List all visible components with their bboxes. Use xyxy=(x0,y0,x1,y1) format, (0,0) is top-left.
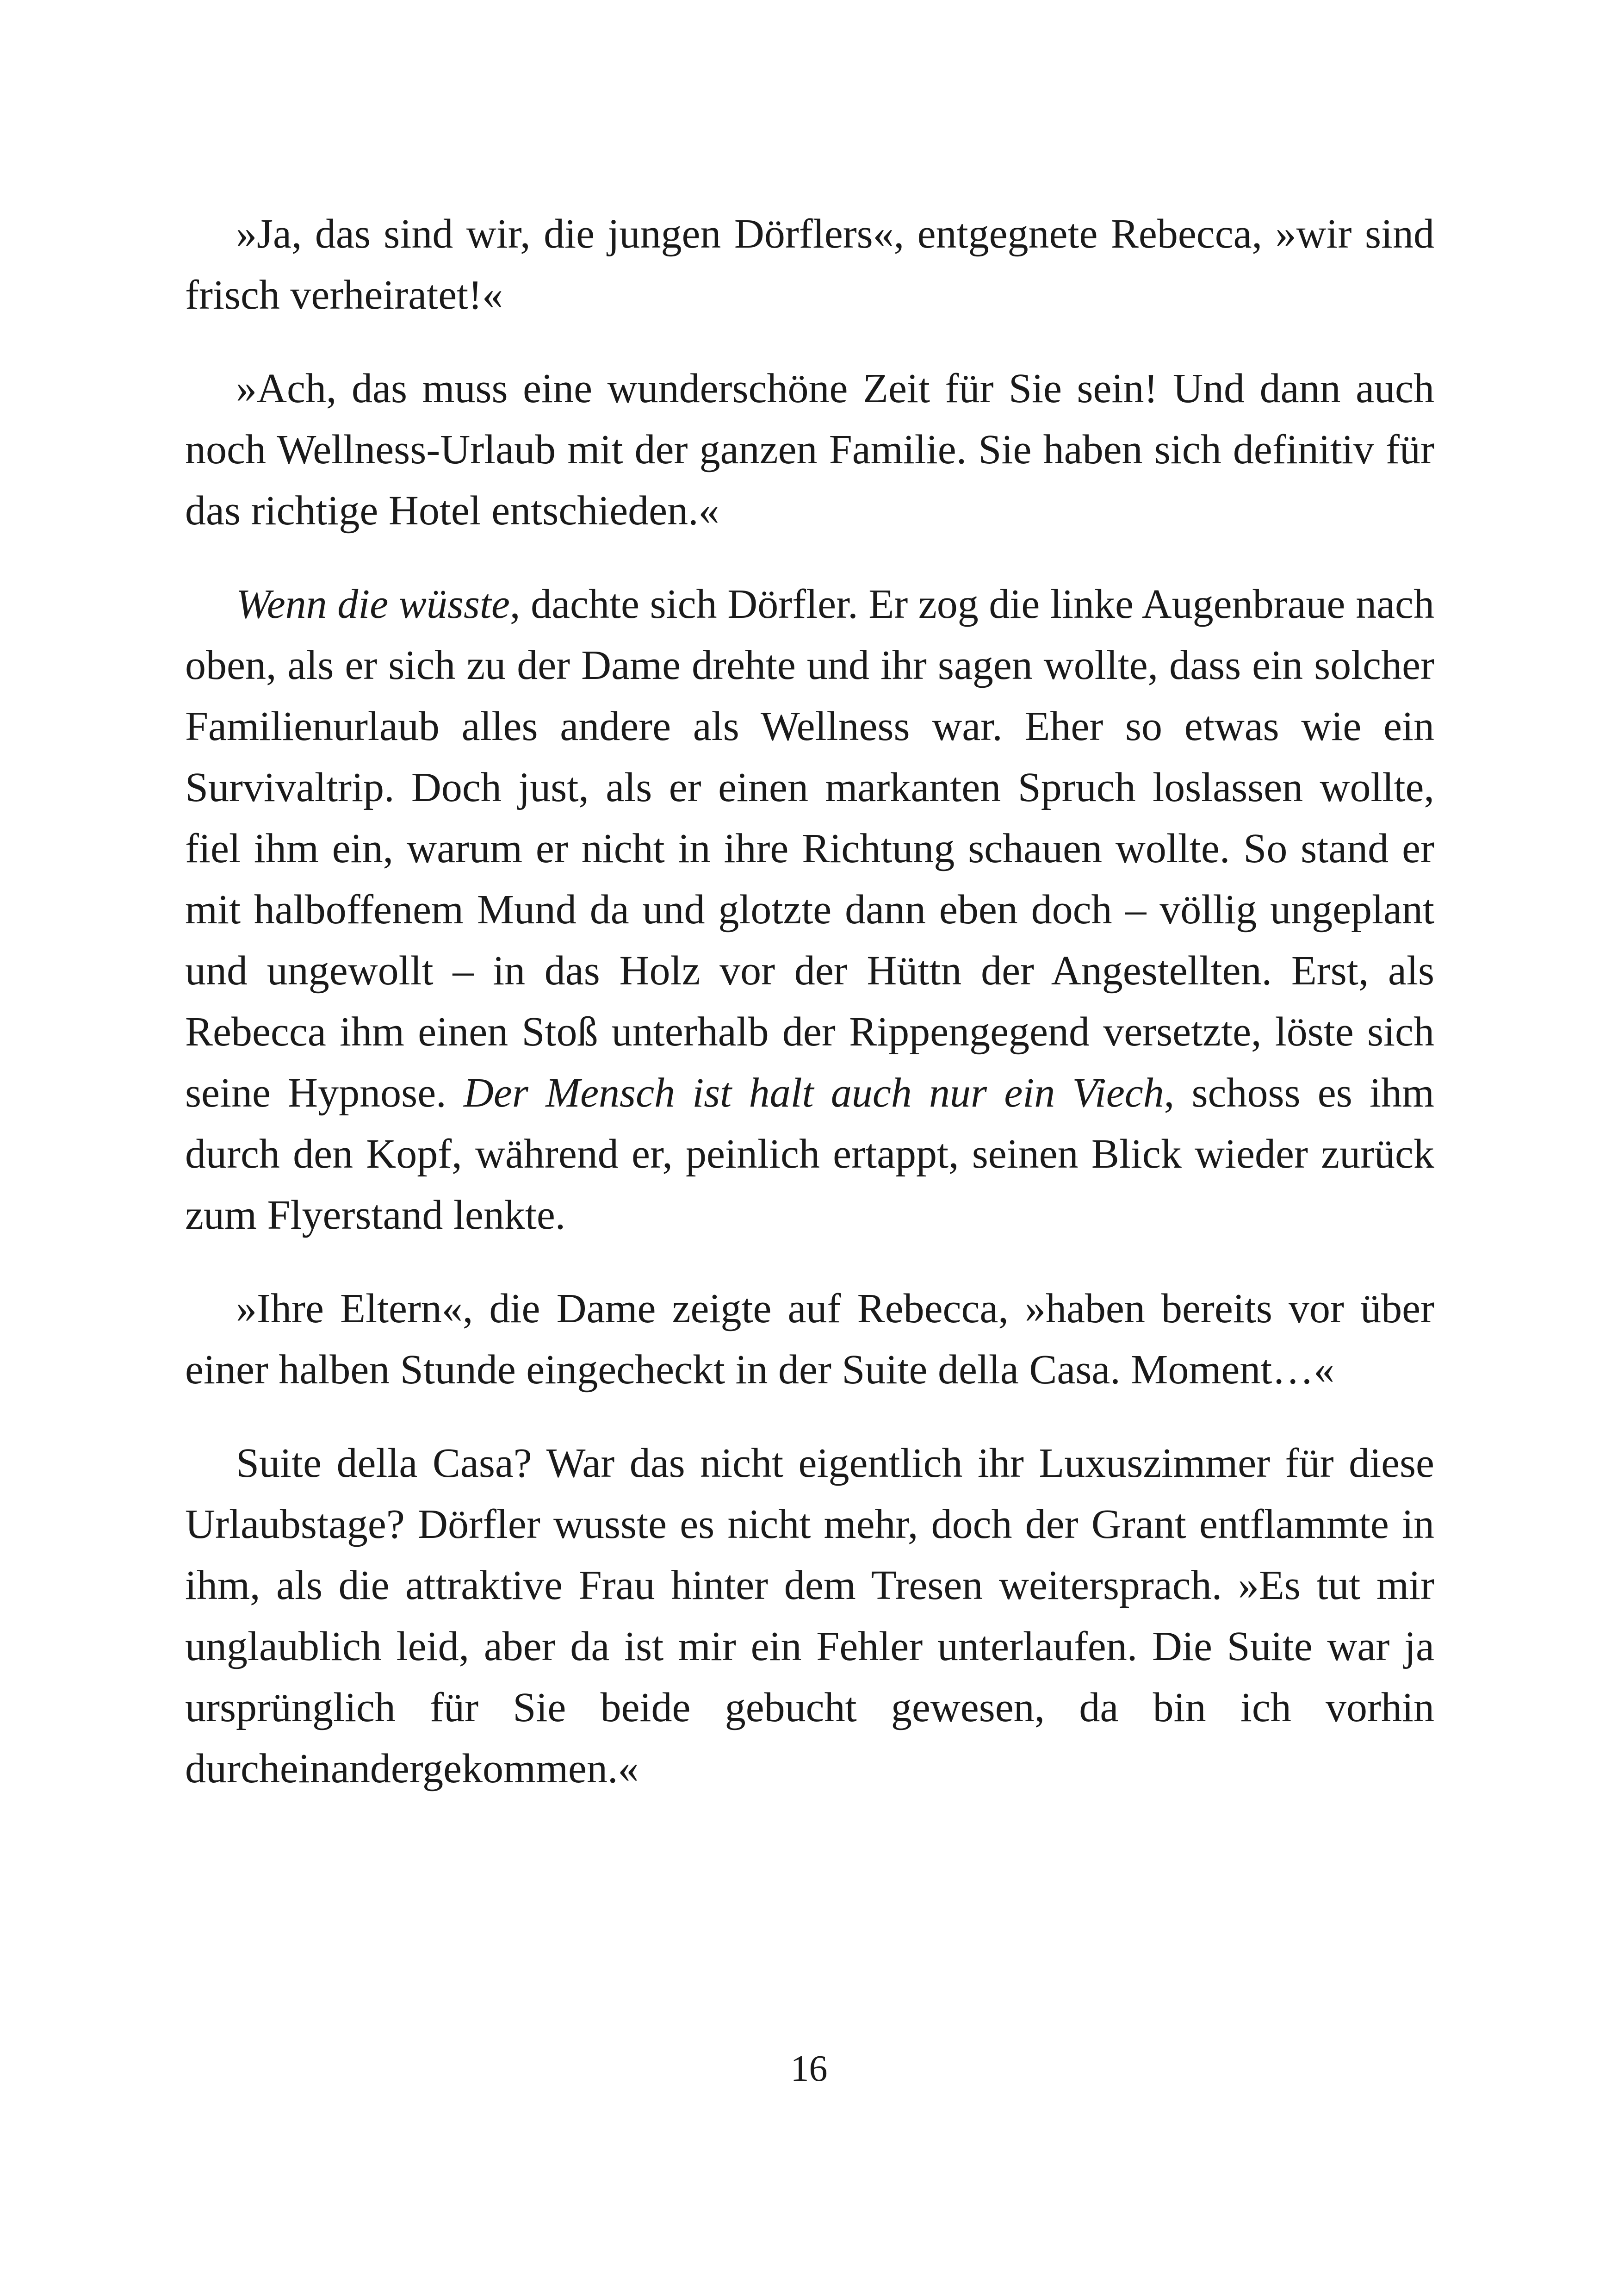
paragraph xyxy=(185,574,1434,1246)
text-segment: , dachte sich Dörfler. Er zog die linke Augenbraue nach oben, als er sich zu der Dame drehte und ihr sagen wollte, dass ein solcher Familienurlaub alles andere als Wellness war. Eher so etwas wie ein Survivaltrip. Doch just, als er einen markanten Spruch loslassen wollte, fiel ihm ein, warum er nicht in ihre Richtung schauen wollte. So stand er mit halboffenem Mund da und glotzte dann eben doch – völlig ungeplant und ungewollt – in das Holz vor der Hüttn der Angestellten. Erst, als Rebecca ihm einen Stoß unterhalb der Rippengegend versetzte, löste sich seine Hypnose. xyxy=(185,581,1434,1116)
text-segment: »Ja, das sind wir, die jungen Dörflers«, entgegnete Rebecca, »wir sind frisch verheiratet!« xyxy=(185,211,1434,318)
paragraph xyxy=(185,1278,1434,1400)
paragraph xyxy=(185,358,1434,541)
text-segment: Suite della Casa? War das nicht eigentlich ihr Luxuszimmer für diese Urlaubstage? Dörfler wusste es nicht mehr, doch der Grant entflammte in ihm, als die attraktive Frau hinter dem Tresen weitersprach. »Es tut mir unglaublich leid, aber da ist mir ein Fehler unterlaufen. Die Suite war ja ursprünglich für Sie beide gebucht gewesen, da bin ich vorhin durcheinandergekommen.« xyxy=(185,1440,1434,1792)
paragraph xyxy=(185,1433,1434,1799)
text-segment: »Ach, das muss eine wunderschöne Zeit für Sie sein! Und dann auch noch Wellness-Urlaub mit der ganzen Familie. Sie haben sich definitiv für das richtige Hotel entschieden.« xyxy=(185,366,1434,534)
page-number: 16 xyxy=(790,2048,828,2089)
text-segment: , schoss es ihm durch den Kopf, während er, peinlich ertappt, seinen Blick wieder zurück zum Flyerstand lenkte. xyxy=(185,1070,1435,1238)
body-text xyxy=(185,204,1434,1832)
paragraph xyxy=(185,204,1434,326)
italic-text-segment: Der Mensch ist halt auch nur ein Viech xyxy=(463,1070,1164,1116)
text-segment: »Ihre Eltern«, die Dame zeigte auf Rebecca, »haben bereits vor über einer halben Stunde eingecheckt in der Suite della Casa. Moment…« xyxy=(185,1286,1434,1393)
italic-text-segment: Wenn die wüsste xyxy=(236,581,510,627)
